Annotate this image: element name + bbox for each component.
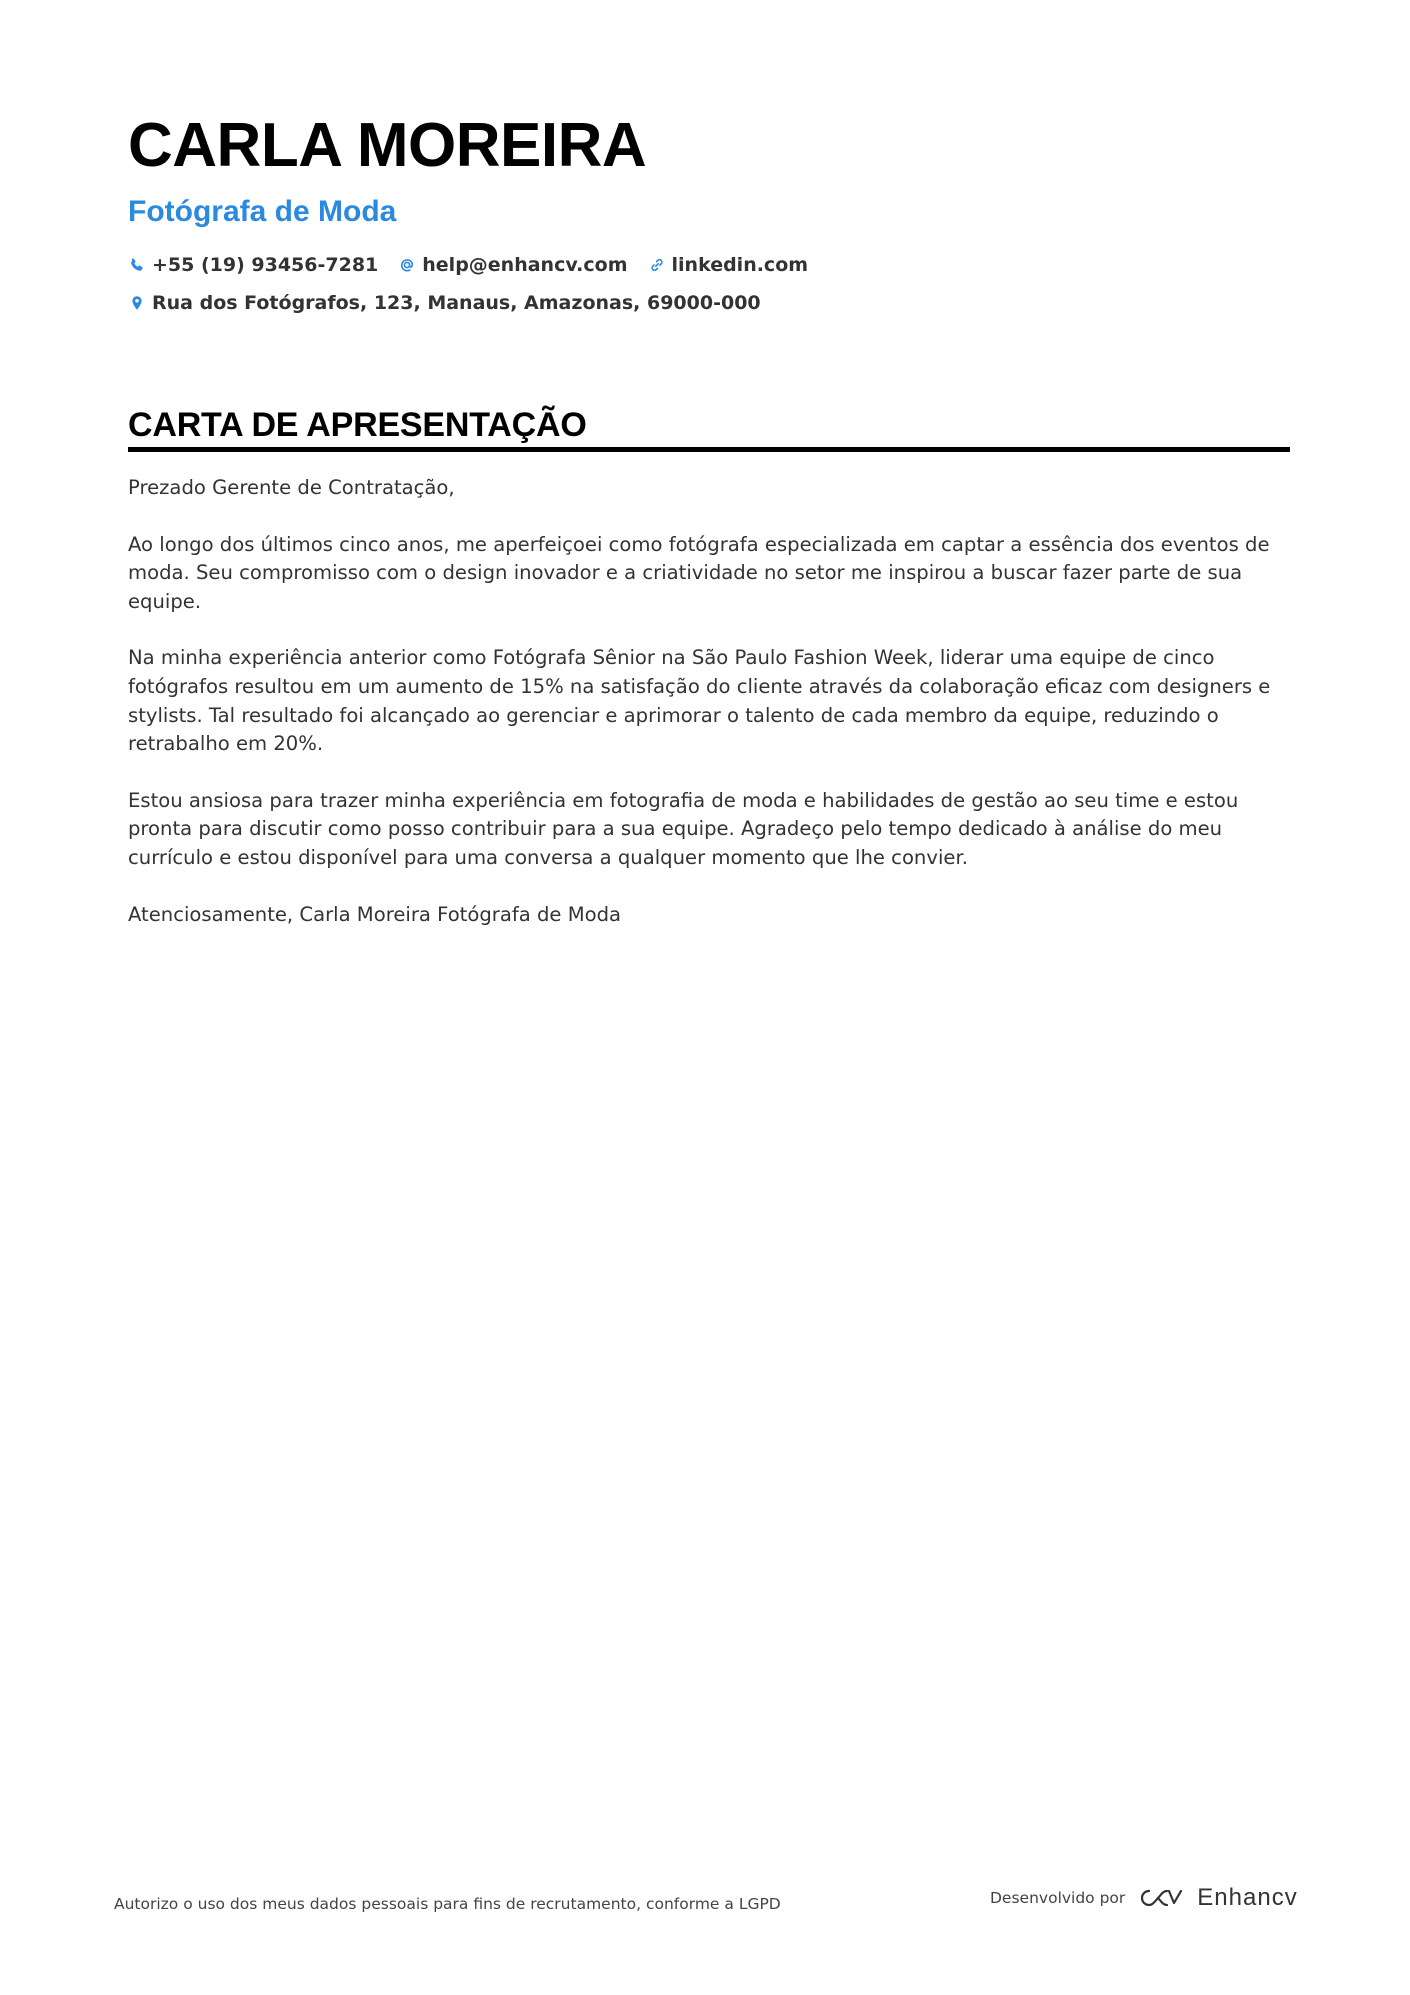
at-icon <box>398 256 416 274</box>
contact-link[interactable] <box>648 252 809 278</box>
section-title: CARTA DE APRESENTAÇÃO <box>128 405 1290 452</box>
brand-name: Enhancv <box>1197 1884 1298 1911</box>
contact-email[interactable] <box>398 252 627 278</box>
address-text: Rua dos Fotógrafos, 123, Manaus, Amazonas, 69000-000 <box>152 292 761 314</box>
letter-salutation: Prezado Gerente de Contratação, <box>128 476 455 499</box>
candidate-role: Fotógrafa de Moda <box>128 195 397 228</box>
contact-row-primary <box>128 252 1288 278</box>
powered-by-label: Desenvolvido por <box>990 1889 1126 1907</box>
resume-header <box>128 110 1288 316</box>
letter-closing: Atenciosamente, Carla Moreira Fotógrafa de Moda <box>128 902 622 926</box>
link-icon <box>648 256 666 274</box>
letter-paragraph: Ao longo dos últimos cinco anos, me aperfeiçoei como fotógrafa especializada em captar a essência dos eventos de moda. Seu compromisso com o design inovador e a criatividade no setor me inspirou a buscar fazer parte de sua equipe. <box>128 532 1270 613</box>
candidate-name: CARLA MOREIRA <box>128 111 647 180</box>
contact-address <box>128 290 761 316</box>
cover-letter-section <box>128 405 1290 957</box>
link-text: linkedin.com <box>671 254 809 276</box>
powered-by[interactable] <box>990 1884 1298 1912</box>
phone-text: +55 (19) 93456-7281 <box>152 254 379 276</box>
phone-icon <box>128 256 146 274</box>
letter-body <box>128 474 1290 929</box>
letter-paragraph: Na minha experiência anterior como Fotógrafa Sênior na São Paulo Fashion Week, liderar uma equipe de cinco fotógrafos resultou em um aumento de 15% na satisfação do cliente através da colaboração eficaz com designers e stylists. Tal resultado foi alcançado ao gerenciar e aprimorar o talento de cada membro da equipe, reduzindo o retrabalho em 20%. <box>128 646 1271 756</box>
contact-phone <box>128 252 378 278</box>
location-pin-icon <box>128 294 146 312</box>
consent-note: Autorizo o uso dos meus dados pessoais para fins de recrutamento, conforme a LGPD <box>114 1895 781 1913</box>
email-text: help@enhancv.com <box>422 254 628 276</box>
letter-paragraph: Estou ansiosa para trazer minha experiência em fotografia de moda e habilidades de gestão ao seu time e estou pronta para discutir como posso contribuir para a sua equipe. Agradeço pelo tempo dedicado à análise do meu currículo e estou disponível para uma conversa a qualquer momento que lhe convier. <box>128 788 1239 869</box>
contact-row-address <box>128 290 1288 316</box>
enhancv-logo-icon <box>1139 1886 1185 1910</box>
